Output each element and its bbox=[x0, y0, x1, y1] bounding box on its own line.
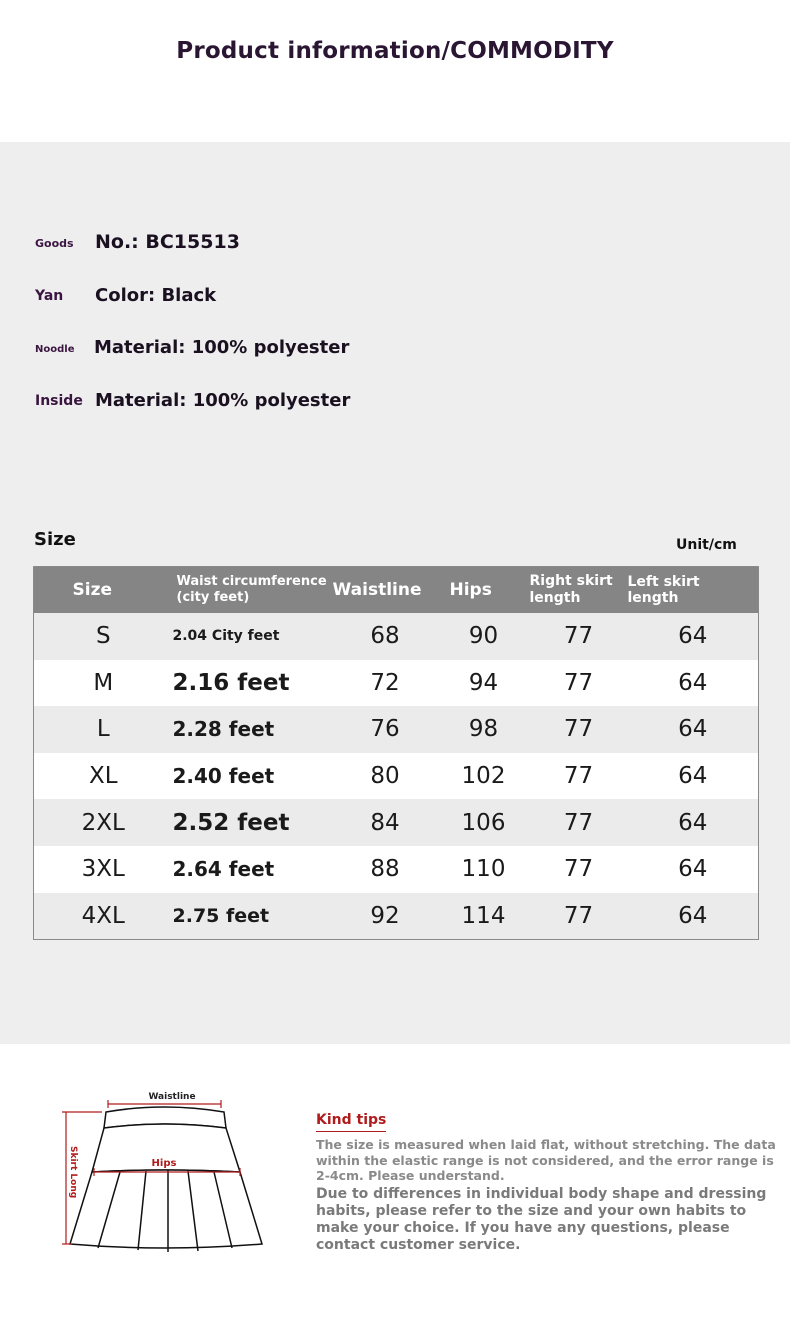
cell-waist: 2.04 City feet bbox=[173, 613, 333, 660]
cell-hips: 90 bbox=[438, 613, 530, 660]
cell-right-length: 77 bbox=[530, 893, 628, 940]
skirt-length-label: Skirt Long bbox=[68, 1146, 78, 1199]
cell-waist: 2.75 feet bbox=[173, 893, 333, 940]
column-header-size: Size bbox=[34, 567, 173, 614]
info-key: Goods bbox=[35, 237, 74, 250]
cell-size: 2XL bbox=[34, 799, 173, 846]
cell-waistline: 72 bbox=[333, 660, 438, 707]
table-row bbox=[34, 753, 759, 800]
column-header-waistline: Waistline bbox=[333, 567, 438, 614]
column-header-right-skirt-length: Right skirt length bbox=[530, 567, 628, 614]
cell-right-length: 77 bbox=[530, 660, 628, 707]
info-key: Noodle bbox=[35, 344, 75, 355]
cell-size: 4XL bbox=[34, 893, 173, 940]
table-row bbox=[34, 613, 759, 660]
cell-left-length: 64 bbox=[628, 846, 759, 893]
cell-hips: 98 bbox=[438, 706, 530, 753]
cell-right-length: 77 bbox=[530, 846, 628, 893]
cell-waistline: 76 bbox=[333, 706, 438, 753]
cell-hips: 94 bbox=[438, 660, 530, 707]
table-row bbox=[34, 799, 759, 846]
cell-right-length: 77 bbox=[530, 706, 628, 753]
info-value: No.: BC15513 bbox=[95, 231, 240, 253]
cell-waist: 2.16 feet bbox=[173, 660, 333, 707]
column-header-left-skirt-length: Left skirt length bbox=[628, 567, 759, 614]
table-row bbox=[34, 846, 759, 893]
page-title: Product information/COMMODITY bbox=[176, 38, 614, 64]
info-value: Material: 100% polyester bbox=[95, 390, 351, 411]
skirt-diagram-svg bbox=[58, 1080, 278, 1280]
cell-size: 3XL bbox=[34, 846, 173, 893]
cell-size: L bbox=[34, 706, 173, 753]
cell-hips: 114 bbox=[438, 893, 530, 940]
waistline-label: Waistline bbox=[148, 1092, 196, 1102]
info-value: Material: 100% polyester bbox=[94, 337, 350, 358]
header bbox=[0, 0, 790, 142]
cell-hips: 102 bbox=[438, 753, 530, 800]
cell-waist: 2.28 feet bbox=[173, 706, 333, 753]
info-key: Inside bbox=[35, 393, 83, 409]
tips-text-measurement: The size is measured when laid flat, without stretching. The data within the elastic range is not considered, and the error range is 2-4cm. Please understand. bbox=[316, 1137, 776, 1183]
cell-size: M bbox=[34, 660, 173, 707]
table-row bbox=[34, 706, 759, 753]
cell-size: S bbox=[34, 613, 173, 660]
cell-left-length: 64 bbox=[628, 893, 759, 940]
cell-waistline: 84 bbox=[333, 799, 438, 846]
cell-hips: 106 bbox=[438, 799, 530, 846]
skirt-measurement-diagram bbox=[58, 1080, 278, 1280]
cell-left-length: 64 bbox=[628, 613, 759, 660]
cell-waistline: 88 bbox=[333, 846, 438, 893]
cell-size: XL bbox=[34, 753, 173, 800]
table-row bbox=[34, 660, 759, 707]
column-header-hips: Hips bbox=[438, 567, 530, 614]
info-value: Color: Black bbox=[95, 285, 217, 306]
info-key: Yan bbox=[35, 288, 64, 304]
cell-right-length: 77 bbox=[530, 799, 628, 846]
table-header-row bbox=[34, 567, 759, 614]
hips-label: Hips bbox=[151, 1158, 177, 1169]
size-table bbox=[33, 566, 759, 940]
cell-waist: 2.52 feet bbox=[173, 799, 333, 846]
tips-title: Kind tips bbox=[316, 1112, 387, 1128]
cell-waistline: 80 bbox=[333, 753, 438, 800]
cell-waistline: 92 bbox=[333, 893, 438, 940]
cell-right-length: 77 bbox=[530, 753, 628, 800]
column-header-waist-circumference: Waist circumference (city feet) bbox=[173, 567, 333, 614]
cell-left-length: 64 bbox=[628, 660, 759, 707]
unit-label: Unit/cm bbox=[676, 537, 737, 553]
tips-text-advice: Due to differences in individual body shape and dressing habits, please refer to the size and your own habits to make your choice. If you have any questions, please contact customer service. bbox=[316, 1186, 767, 1253]
tips-underline bbox=[316, 1131, 386, 1132]
cell-left-length: 64 bbox=[628, 753, 759, 800]
table-row bbox=[34, 893, 759, 940]
cell-waist: 2.40 feet bbox=[173, 753, 333, 800]
cell-left-length: 64 bbox=[628, 706, 759, 753]
cell-waistline: 68 bbox=[333, 613, 438, 660]
cell-right-length: 77 bbox=[530, 613, 628, 660]
cell-waist: 2.64 feet bbox=[173, 846, 333, 893]
cell-left-length: 64 bbox=[628, 799, 759, 846]
size-section-title: Size bbox=[34, 529, 76, 550]
skirt-pleats bbox=[70, 1170, 262, 1248]
cell-hips: 110 bbox=[438, 846, 530, 893]
